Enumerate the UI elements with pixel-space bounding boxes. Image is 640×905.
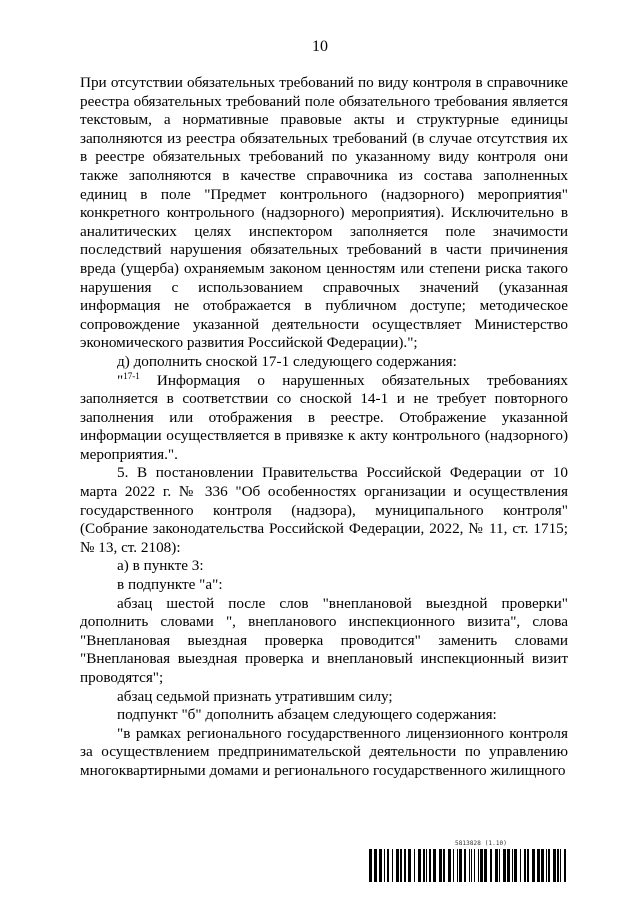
paragraph-seventh-abzac: абзац седьмой признать утратившим силу; <box>117 687 393 705</box>
paragraph-point-3: а) в пункте 3: <box>117 557 204 575</box>
barcode-bar <box>537 849 540 882</box>
page-number: 10 <box>312 38 328 55</box>
barcode-bar <box>520 849 521 882</box>
paragraph-subpoint-a: в подпункте "а": <box>117 576 223 594</box>
barcode-bar <box>404 849 406 882</box>
barcode-bar <box>532 849 535 882</box>
barcode-bar <box>387 849 389 882</box>
barcode-bar <box>400 849 402 882</box>
paragraph-add-footnote: д) дополнить сноской 17-1 следующего содержания: <box>117 352 457 370</box>
barcode-bar <box>553 849 556 882</box>
footnote-open-quote: " <box>117 371 124 389</box>
barcode-bar <box>418 849 421 882</box>
barcode-bar <box>490 849 492 882</box>
barcode-bar <box>560 849 561 882</box>
barcode-bar <box>524 849 526 882</box>
barcode-bar <box>448 849 451 882</box>
barcode-bar <box>546 849 547 882</box>
barcode-bar <box>503 849 506 882</box>
barcode-bar <box>423 849 425 882</box>
barcode-bar <box>396 849 399 882</box>
barcode-bar <box>426 849 427 882</box>
barcode-bar <box>464 849 466 882</box>
barcode-bar <box>459 849 462 882</box>
document-body <box>80 74 568 781</box>
barcode-bar <box>457 849 458 882</box>
document-barcode <box>369 840 567 884</box>
barcode-bar <box>512 849 513 882</box>
barcode-code: 5813828 (1.10) <box>455 840 507 847</box>
barcode-bar <box>408 849 411 882</box>
barcode-bar <box>495 849 498 882</box>
barcode-bar <box>474 849 475 882</box>
barcode-bar <box>541 849 544 882</box>
footnote-text: Информация о нарушенных обязательных требованиях заполняется в соответствии со сноской 14-1 и не требует повторного заполнения или отображения в реестре. Отображение указанной информации осуществляется в привязке к акту контрольного (надзорного) мероприятия.". <box>80 371 568 463</box>
paragraph-subpoint-b: подпункт "б" дополнить абзацем следующего содержания: <box>117 706 497 724</box>
barcode-bar <box>414 849 415 882</box>
paragraph-required-requirements: При отсутствии обязательных требований по виду контроля в справочнике реестра обязательных требований поле обязательного требования является текстовым, а нормативные правовые акты и структурные единицы заполняются из реестра обязательных требований (в случае отсутствия их в реестре обязательных требований по указанному виду контроля они также заполняются в качестве справочника из состава заполненных единиц в поле "Предмет контрольного (надзорного) мероприятия" конкретного контрольного (надзорного) мероприятия). Исключительно в аналитических целях инспектором заполняется поле значимости последствий нарушения обязательных требований в части причинения вреда (ущерба) охраняемым законом ценностям или степени риска такого нарушения с использованием справочных значений (указанная информация не отображается в публичном доступе; методическое сопровождение указанной деятельности осуществляет Министерство экономического развития Российской Федерации)."; <box>80 74 568 352</box>
paragraph-resolution-336: 5. В постановлении Правительства Российской Федерации от 10 марта 2022 г. № 336 "Об особенностях организации и осуществления государственного контроля (надзора), муниципального контроля" (Собрание законодательства Российской Федерации, 2022, № 11, ст. 1715; № 13, ст. 2108): <box>80 464 568 556</box>
barcode-bar <box>374 849 377 882</box>
footnote-marker: 17-1 <box>123 370 140 381</box>
barcode-bar <box>484 849 487 882</box>
paragraph-sixth-abzac: абзац шестой после слов "внеплановой выездной проверки" дополнить словами ", внепланового инспекционного визита", слова "Внеплановая выездная проверка проводится" заменить словами "Внеплановая выездная проверка и внеплановый инспекционный визит проводятся"; <box>80 594 568 686</box>
barcode-bar <box>379 849 382 882</box>
barcode-bar <box>469 849 470 882</box>
barcode-bar <box>507 849 510 882</box>
barcode-bar <box>369 849 372 882</box>
barcode-bar <box>384 849 385 882</box>
barcode-bar <box>392 849 393 882</box>
barcode-icon <box>369 849 567 882</box>
barcode-bar <box>499 849 500 882</box>
barcode-bar <box>514 849 517 882</box>
barcode-bar <box>548 849 550 882</box>
barcode-bar <box>439 849 442 882</box>
paragraph-footnote-17-1 <box>80 372 568 465</box>
barcode-bar <box>527 849 529 882</box>
paragraph-regional-control: "в рамках регионального государственного лицензионного контроля за осуществлением предпринимательской деятельности по управлению многоквартирными домами и регионального государственного жилищного <box>80 724 568 779</box>
barcode-bar <box>471 849 472 882</box>
barcode-bar <box>443 849 445 882</box>
barcode-bar <box>480 849 483 882</box>
barcode-bar <box>453 849 454 882</box>
barcode-bar <box>557 849 559 882</box>
barcode-bar <box>433 849 436 882</box>
barcode-bar <box>564 849 566 882</box>
barcode-bar <box>429 849 431 882</box>
barcode-bar <box>478 849 479 882</box>
